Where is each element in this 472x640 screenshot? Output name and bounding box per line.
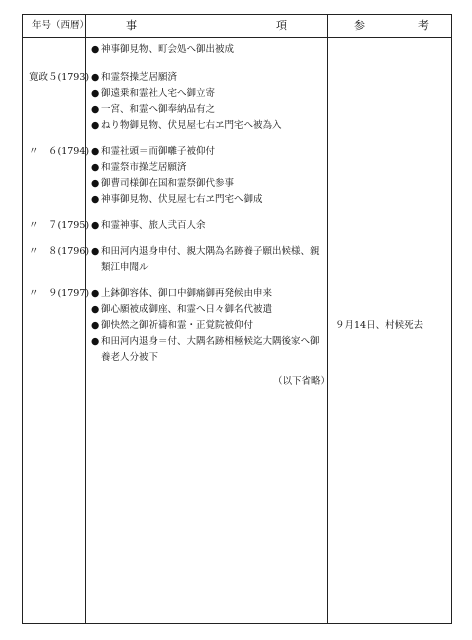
bullet-icon: ● [91,146,100,157]
year-cell: 〃 ９(1797) [29,288,90,299]
event-line: ● 和霊社頭＝而御囃子被仰付 [91,146,216,157]
event-line-continuation: 養老人分被下 [101,352,159,363]
bullet-icon: ● [91,336,100,347]
year-cell: 〃 ７(1795) [29,220,90,231]
event-line: ● 一宮、和霊へ御奉納品有之 [91,104,216,115]
bullet-icon: ● [91,88,100,99]
event-line: ● 御遠乗和霊社人宅へ御立寄 [91,88,216,99]
event-line: ● 御心願被成御座、和霊へ日々御名代被遣 [91,304,273,315]
event-line: ● 和霊神事、旅人弐百人余 [91,220,206,231]
header-event-char-2: 項 [276,19,287,32]
header-note-char-1: 参 [354,19,365,32]
event-line: ● 上鉢御容体、御口中御痛御再発候由申来 [91,288,273,299]
event-line: ● 和田河内退身＝付、大隅名跡相極候迄大隅後家へ御 [91,336,320,347]
bullet-icon: ● [91,194,100,205]
omitted-remark: （以下省略） [273,376,331,387]
bullet-icon: ● [91,320,100,331]
table-frame [22,14,452,624]
bullet-icon: ● [91,120,100,131]
header-event-char-1: 事 [126,19,137,32]
event-line: ● 和田河内退身申付、親大隅為名跡養子願出候様、親 [91,246,320,257]
event-line: ● 御曹司様御在国和霊祭御代参事 [91,178,235,189]
bullet-icon: ● [91,246,100,257]
header-note-char-2: 考 [418,19,429,32]
event-line: ● 御快然之御祈禱和霊・正覚院被仰付 [91,320,254,331]
bullet-icon: ● [91,162,100,173]
event-line: ● 神事御見物、伏見屋七右ヱ門宅へ御成 [91,194,263,205]
header-year: 年号（西暦） [32,20,90,31]
bullet-icon: ● [91,72,100,83]
bullet-icon: ● [91,220,100,231]
bullet-icon: ● [91,44,100,55]
bullet-icon: ● [91,288,100,299]
event-line: ● ねり物御見物、伏見屋七右ヱ門宅へ被為入 [91,120,282,131]
event-line: ● 和霊祭操芝居願済 [91,72,178,83]
bullet-icon: ● [91,304,100,315]
year-cell: 〃 ８(1796) [29,246,90,257]
bullet-icon: ● [91,178,100,189]
header-divider [23,37,451,38]
year-cell: 寛政５(1793) [29,72,90,83]
note-cell: ９月14日、村候死去 [335,320,424,331]
year-cell: 〃 ６(1794) [29,146,90,157]
bullet-icon: ● [91,104,100,115]
event-line-continuation: 類江申聞ル [101,262,149,273]
column-divider-year [85,15,86,623]
column-divider-note [327,15,328,623]
event-line: ● 和霊祭市操芝居願済 [91,162,187,173]
event-line: ● 神事御見物、町会処へ御出被成 [91,44,235,55]
